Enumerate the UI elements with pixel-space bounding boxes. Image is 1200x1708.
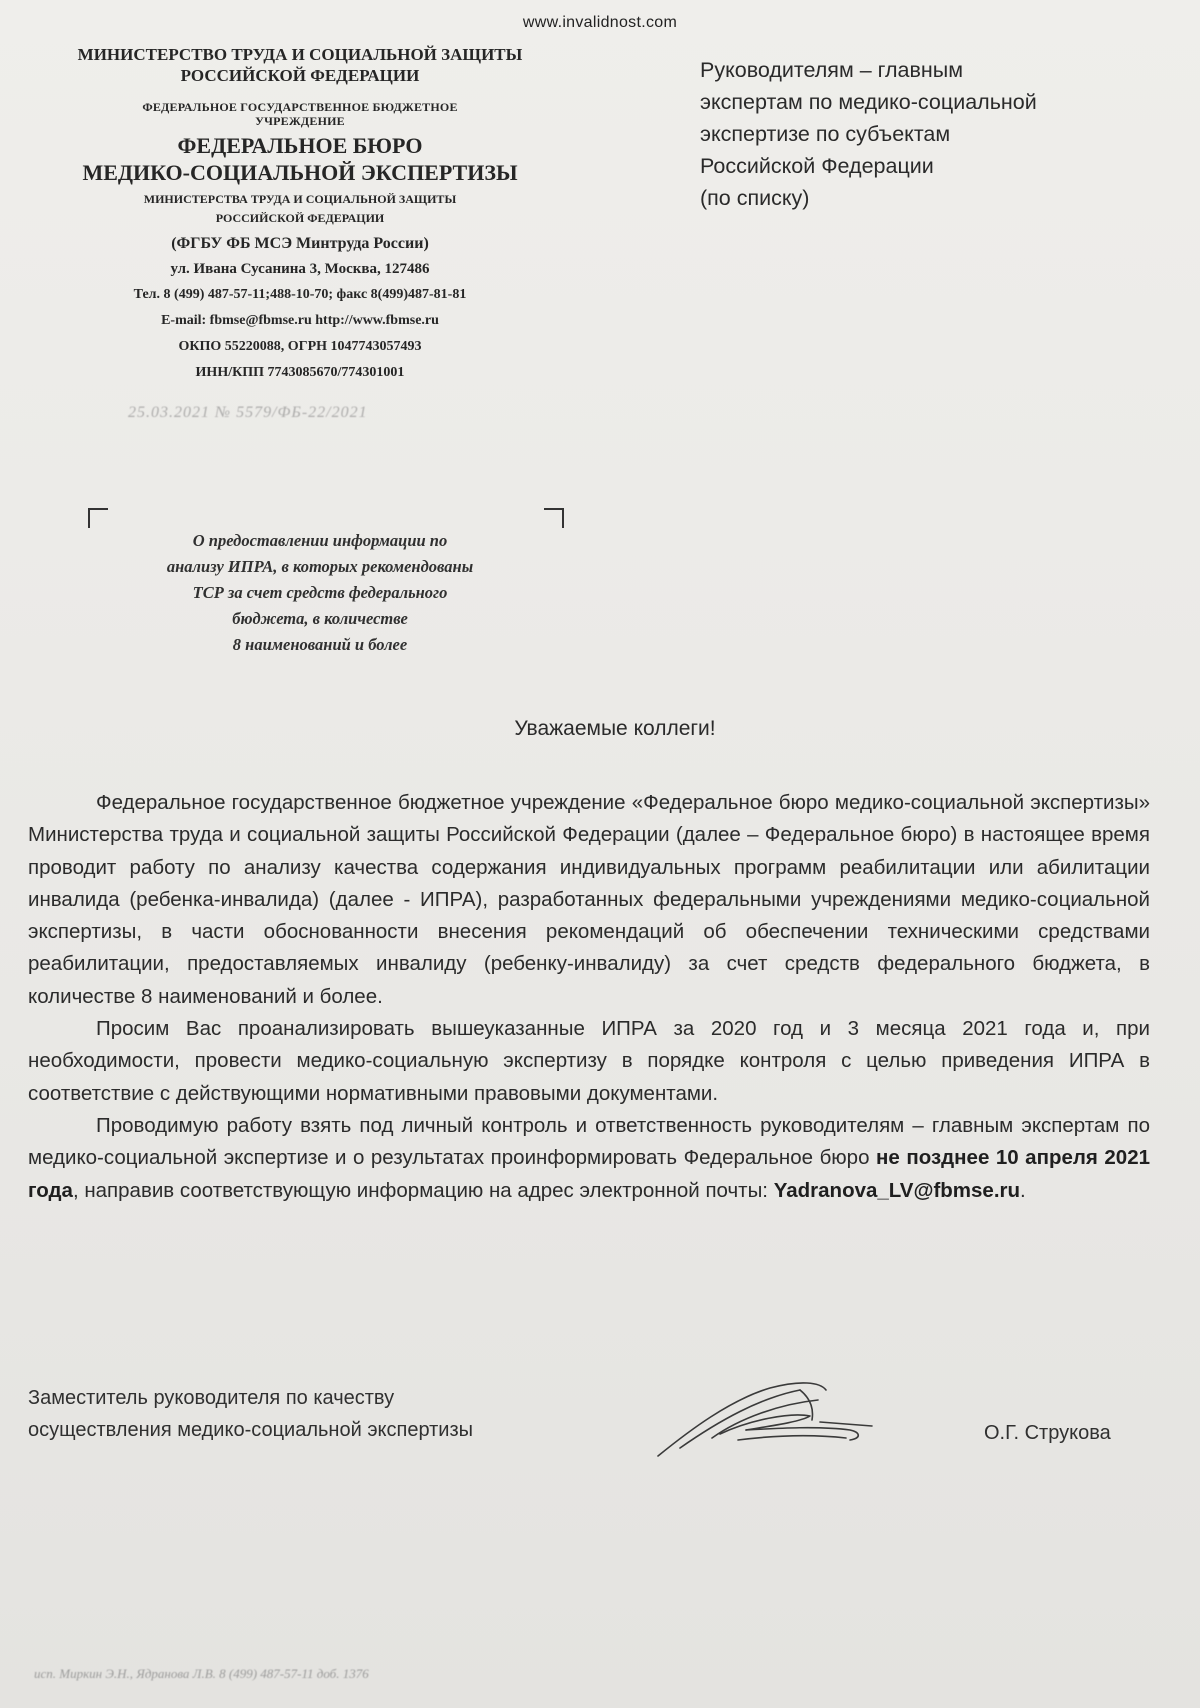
addressee-block	[700, 54, 1140, 214]
body-p3-email: Yadranova_LV@fbmse.ru	[773, 1178, 1021, 1202]
signatory-title	[28, 1382, 588, 1446]
body-paragraph-3	[28, 1110, 1150, 1207]
body-p3-text-a: Проводимую работу взять под личный контроль и ответственность руководителям – главным экспертам по медико-социальной экспертизе и о результатах проинформировать Федеральное бюро	[28, 1113, 1150, 1170]
subject-line: ТСР за счет средств федерального	[192, 583, 448, 602]
subject-corner-right	[544, 508, 564, 528]
body-paragraph-1: Федеральное государственное бюджетное учреждение «Федеральное бюро медико-социальной экспертизы» Министерства труда и социальной защиты Российской Федерации (далее – Федеральное бюро) в настоящее время проводит работу по анализу качества содержания индивидуальных программ реабилитации или абилитации инвалида (ребенка-инвалида) (далее - ИПРА), разработанных федеральными учреждениями медико-социальной экспертизы, в части обоснованности внесения рекомендаций об обеспечении техническими средствами реабилитации, предоставляемых инвалиду (ребенку-инвалиду) за счет средств федерального бюджета, в количестве 8 наименований и более.	[28, 791, 1150, 1008]
letterhead-ministry-line2: РОССИЙСКОЙ ФЕДЕРАЦИИ	[180, 66, 420, 85]
body-p3-end: .	[1020, 1178, 1026, 1202]
letterhead-institution-type: ФЕДЕРАЛЬНОЕ ГОСУДАРСТВЕННОЕ БЮДЖЕТНОЕ	[142, 100, 458, 114]
addressee-line: Российской Федерации	[700, 154, 934, 178]
letterhead-phone: Тел. 8 (499) 487-57-11;488-10-70; факс 8(499)487-81-81	[133, 287, 467, 302]
body-p3-text-b: , направив соответствующую информацию на адрес электронной почты:	[72, 1178, 774, 1202]
subject-line: анализу ИПРА, в которых рекомендованы	[166, 557, 474, 576]
letterhead-okpo: ОКПО 55220088, ОГРН 1047743057493	[178, 339, 422, 354]
watermark-url: www.invalidnost.com	[522, 14, 678, 31]
subject-line: 8 наименований и более	[232, 635, 408, 654]
body-paragraph-2: Просим Вас проанализировать вышеуказанные ИПРА за 2020 год и 3 месяца 2021 года и, при необходимости, провести медико-социальную экспертизу в порядке контроля с целью приведения ИПРА в соответствие с действующими нормативными правовыми документами.	[28, 1017, 1150, 1105]
letterhead-inn: ИНН/КПП 7743085670/774301001	[195, 365, 405, 380]
letterhead-bureau-name: ФЕДЕРАЛЬНОЕ БЮРО	[177, 133, 423, 158]
body-p3-deadline: не позднее 10 апреля 2021 года	[28, 1146, 1151, 1202]
handwritten-signature-icon	[650, 1360, 880, 1470]
letterhead-address: ул. Ивана Сусанина 3, Москва, 127486	[170, 261, 430, 277]
subject-line: О предоставлении информации по	[192, 531, 448, 550]
addressee-line: (по списку)	[700, 186, 810, 210]
subject-block	[100, 528, 540, 658]
signatory-name: О.Г. Струкова	[984, 1422, 1111, 1444]
greeting: Уважаемые коллеги!	[514, 717, 716, 740]
letterhead-bureau-name-line2: МЕДИКО-СОЦИАЛЬНОЙ ЭКСПЕРТИЗЫ	[82, 160, 518, 185]
letter-date-number: 25.03.2021 № 5579/ФБ-22/2021	[128, 404, 368, 421]
letterhead-institution-type-line2: УЧРЕЖДЕНИЕ	[255, 114, 345, 128]
signatory-title-line1: Заместитель руководителя по качеству	[28, 1387, 395, 1409]
letterhead	[40, 44, 560, 386]
letterhead-abbreviation: (ФГБУ ФБ МСЭ Минтруда России)	[171, 235, 429, 252]
subject-corner-left	[88, 508, 108, 528]
letterhead-sub-ministry-line2: РОССИЙСКОЙ ФЕДЕРАЦИИ	[215, 211, 385, 225]
addressee-line: экспертам по медико-социальной	[700, 90, 1037, 114]
letterhead-ministry: МИНИСТЕРСТВО ТРУДА И СОЦИАЛЬНОЙ ЗАЩИТЫ	[77, 45, 523, 64]
letterhead-sub-ministry: МИНИСТЕРСТВА ТРУДА И СОЦИАЛЬНОЙ ЗАЩИТЫ	[143, 192, 457, 206]
signatory-title-line2: осуществления медико-социальной экспертизы	[28, 1419, 474, 1441]
letterhead-email: E-mail: fbmse@fbmse.ru http://www.fbmse.ru	[161, 313, 439, 328]
letter-body	[28, 787, 1150, 1207]
executor-note: исп. Миркин Э.Н., Ядранова Л.В. 8 (499) 487-57-11 доб. 1376	[34, 1666, 369, 1681]
subject-line: бюджета, в количестве	[232, 609, 408, 628]
addressee-line: Руководителям – главным	[700, 58, 964, 82]
addressee-line: экспертизе по субъектам	[700, 122, 951, 146]
